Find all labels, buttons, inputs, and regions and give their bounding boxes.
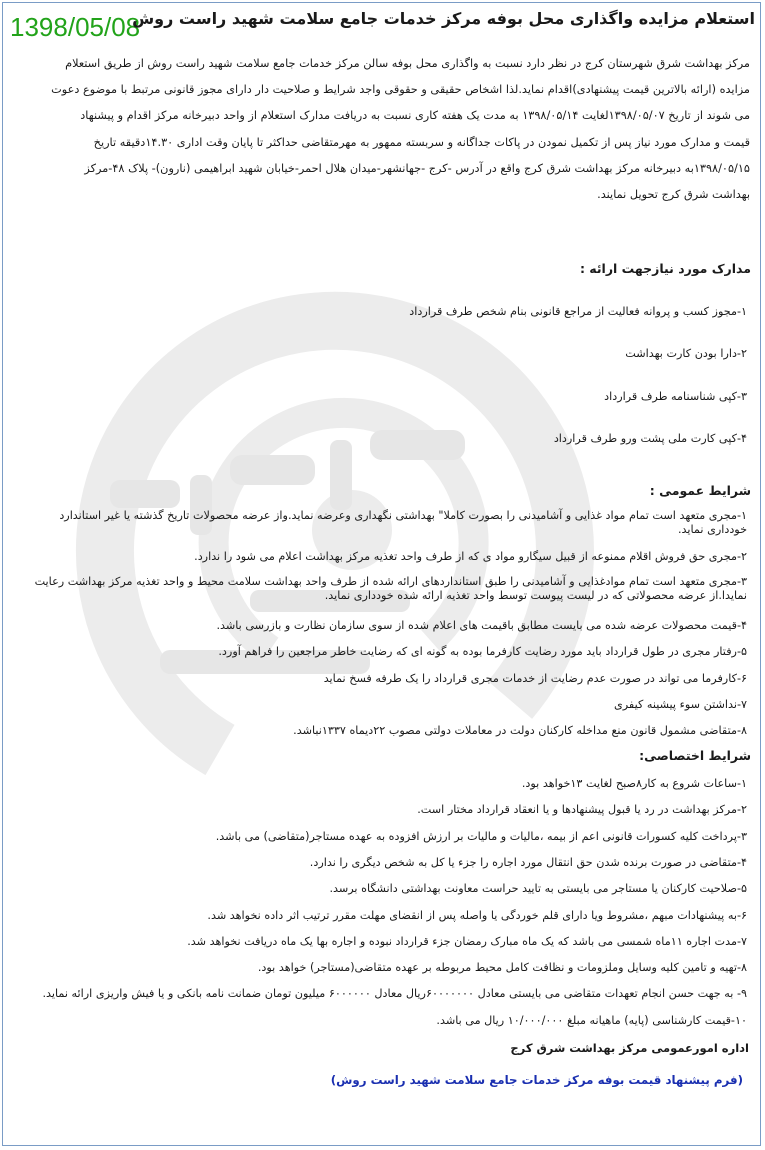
general-item: ۷-نداشتن سوء پیشینه کیفری xyxy=(613,698,747,711)
documents-heading: مدارک مورد نیازجهت ارائه : xyxy=(579,261,751,276)
intro-line: مرکز بهداشت شرق شهرستان کرج در نظر دارد نسبت به واگذاری محل بوفه سالن مرکز خدمات جامع سلامت شهید راست روش از طریق استعلام xyxy=(65,57,750,70)
general-heading: شرایط عمومی : xyxy=(649,483,751,498)
intro-line: بهداشت شرق کرج تحویل نمایند. xyxy=(597,188,750,202)
document-item: ۱-مجوز کسب و پروانه فعالیت از مراجع قانونی بنام شخص طرف قرارداد xyxy=(409,305,747,318)
intro-line: مزایده (ارائه بالاترین قیمت پیشنهادی)اقدام نماید.لذا اشخاص حقیقی و حقوقی واجد شرایط و صلاحیت دار دارای مجوز قانونی مرتبط با موضوع دعوت xyxy=(51,83,750,97)
specific-item: ۱-ساعات شروع به کار۸صبح لغایت ۱۳خواهد بود. xyxy=(521,777,747,790)
general-item: ۲-مجری حق فروش اقلام ممنوعه از قبیل سیگارو مواد ی که از طرف واحد تغذیه مرکز بهداشت اعلام می شود را ندارد. xyxy=(194,550,747,563)
general-item: ۶-کارفرما می تواند در صورت عدم رضایت از خدمات مجری قرارداد را یک طرفه فسخ نماید xyxy=(323,672,747,685)
document-item: ۳-کپی شناسنامه طرف قرارداد xyxy=(604,390,747,403)
specific-item: ۷-مدت اجاره ۱۱ماه شمسی می باشد که یک ماه مبارک رمضان جزء قرارداد نبوده و اجاره بها یک ماه دریافت نخواهد شد. xyxy=(187,935,747,948)
intro-line: قیمت و مدارک مورد نیاز پس از تکمیل نمودن در پاکات جداگانه و سربسته ممهور به مهرمتقاضی حداکثر تا پایان وقت اداری ۱۴.۳۰دقیقه تاریخ xyxy=(93,135,750,149)
issuer-org: اداره امورعمومی مرکز بهداشت شرق کرج xyxy=(510,1041,749,1055)
specific-item: ۳-پرداخت کلیه کسورات قانونی اعم از بیمه ،مالیات و مالیات بر ارزش افزوده به عهده مستاجر(متقاضی) می باشد. xyxy=(215,830,747,843)
general-item: ۳-مجری متعهد است تمام موادغذایی و آشامیدنی را طبق استانداردهای ارائه شده از طرف واحد بهداشت سلامت محیط و واحد تغذیه مرکز بهداشت رعایت نمایدا.از عرضه محصولاتی که در لیست پیوست توسط واحد تغذیه ارائه شده خودداری نماید. xyxy=(34,575,747,602)
offer-form-link[interactable]: (فرم پیشنهاد قیمت بوفه مرکز خدمات جامع سلامت شهید راست روش) xyxy=(330,1073,743,1087)
document-item: ۴-کپی کارت ملی پشت ورو طرف قرارداد xyxy=(553,432,747,445)
general-item: ۵-رفتار مجری در طول قرارداد باید مورد رضایت کارفرما بوده به گونه ای که رضایت خاطر مراجعین را فراهم آورد. xyxy=(218,645,747,658)
date-stamp: 1398/05/08 xyxy=(10,12,141,42)
specific-item: ۸-تهیه و تامین کلیه وسایل وملزومات و نظافت کامل محیط مربوطه بر عهده متقاضی(مستاجر) خواهد بود. xyxy=(257,961,747,974)
document-item: ۲-دارا بودن کارت بهداشت xyxy=(625,347,747,360)
specific-item: ۶-به پیشنهادات مبهم ،مشروط ویا دارای قلم خوردگی یا واصله پس از انقضای مهلت مقرر ترتیب اثر داده نخواهد شد. xyxy=(207,909,747,922)
specific-item: ۲-مرکز بهداشت در رد یا قبول پیشنهادها و یا انعقاد قرارداد مختار است. xyxy=(417,803,747,816)
general-item: ۸-متقاضی مشمول قانون منع مداخله کارکنان دولت در معاملات دولتی مصوب ۲۲دیماه ۱۳۳۷نباشد. xyxy=(293,724,747,737)
intro-paragraph xyxy=(14,51,750,208)
specific-item: ۱۰-قیمت کارشناسی (پایه) ماهیانه مبلغ ۱۰/۰۰۰/۰۰۰ ریال می باشد. xyxy=(436,1014,747,1027)
general-item: ۴-قیمت محصولات عرضه شده می بایست مطابق باقیمت های اعلام شده از سوی سازمان نظارت و بازرسی باشد. xyxy=(216,619,747,632)
page-title: استعلام مزایده واگذاری محل بوفه مرکز خدمات جامع سلامت شهید راست روش xyxy=(132,9,755,28)
intro-line: ۱۳۹۸/۰۵/۱۵به دبیرخانه مرکز بهداشت شرق کرج واقع در آدرس -کرج -جهانشهر-میدان هلال احمر-خیابان شهید ابراهیمی (نارون)- پلاک ۴۸-مرکز xyxy=(84,161,750,175)
intro-line: می شوند از تاریخ ۱۳۹۸/۰۵/۰۷لغایت ۱۳۹۸/۰۵/۱۴ به مدت یک هفته کاری نسبت به دریافت مدارک استعلام از واحد دبیرخانه مرکز اقدام و پیشنهاد xyxy=(80,109,750,123)
specific-item: ۹- به جهت حسن انجام تعهدات متقاضی می بایستی معادل ۶۰۰۰۰۰۰۰ریال معادل ۶۰۰۰۰۰۰ میلیون تومان ضمانت نامه بانکی و یا فیش واریزی ارائه نماید. xyxy=(42,987,747,1000)
general-item: ۱-مجری متعهد است تمام مواد غذایی و آشامیدنی را بصورت کاملا" بهداشتی نگهداری وعرضه نماید.واز عرضه محصولات تاریخ گذشته یا غیر استاندارد خودداری نماید. xyxy=(59,509,747,536)
specific-heading: شرایط اختصاصی: xyxy=(639,748,751,763)
specific-item: ۵-صلاحیت کارکنان یا مستاجر می بایستی به تایید حراست معاونت بهداشتی دانشگاه برسد. xyxy=(329,882,747,895)
specific-item: ۴-متقاضی در صورت برنده شدن حق انتقال مورد اجاره را جزء یا کل به شخص دیگری را ندارد. xyxy=(309,856,747,869)
